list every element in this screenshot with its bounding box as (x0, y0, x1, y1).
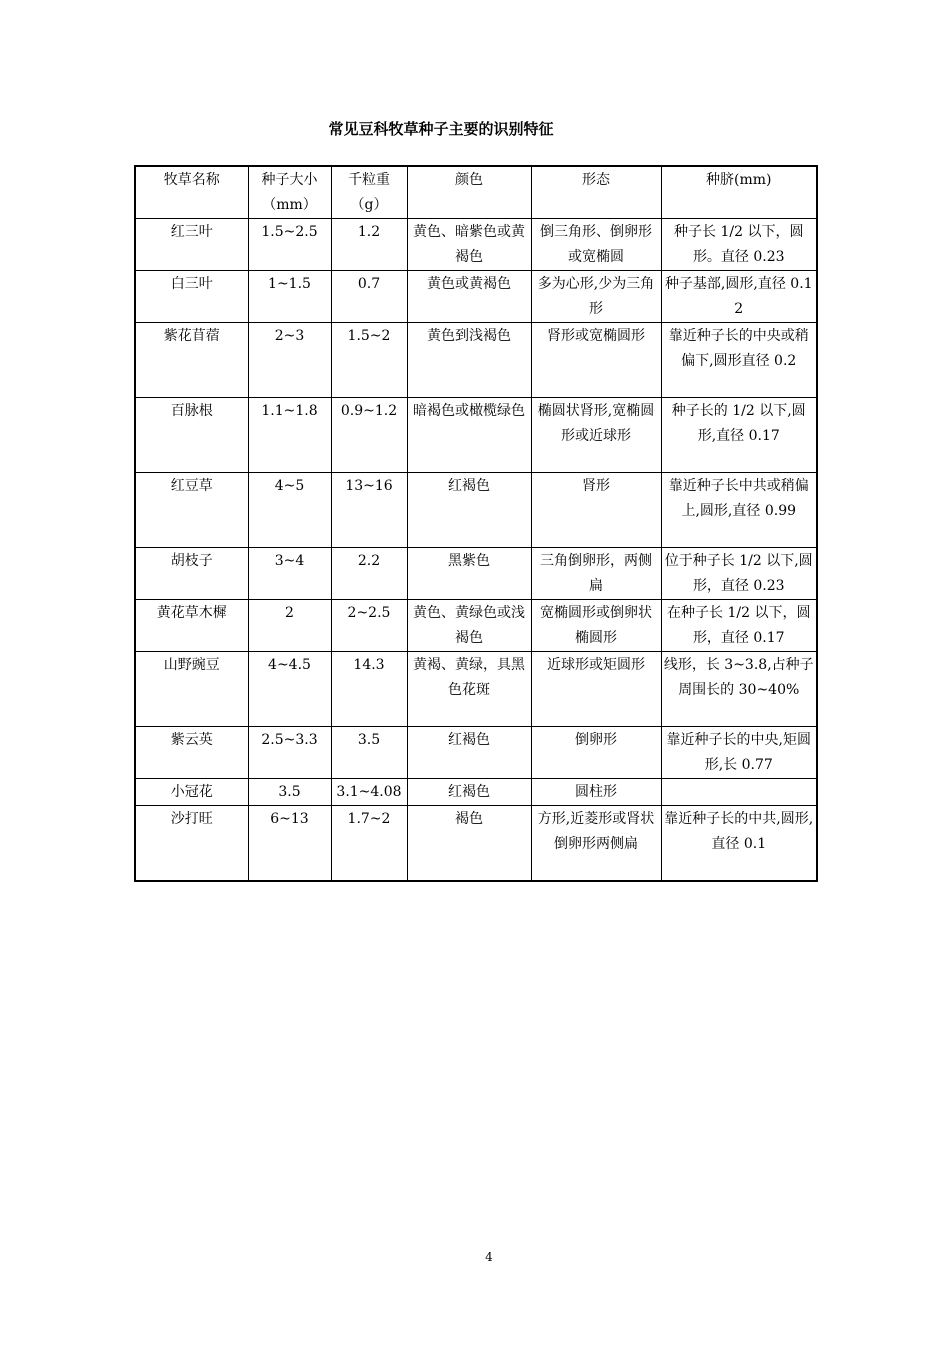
cell-color: 红褐色 (407, 727, 531, 779)
table-row (135, 398, 817, 473)
table-row (135, 271, 817, 323)
cell-name: 紫花苜蓿 (135, 323, 248, 398)
cell-hilum: 靠近种子长的中央,矩圆形,长 0.77 (661, 727, 817, 779)
cell-seed-size: 1.5~2.5 (248, 219, 331, 271)
cell-hilum: 种子长的 1/2 以下,圆形,直径 0.17 (661, 398, 817, 473)
cell-shape: 宽椭圆形或倒卵状椭圆形 (531, 600, 661, 652)
table-header-row (135, 166, 817, 219)
cell-weight: 3.1~4.08 (331, 779, 407, 806)
table-row (135, 219, 817, 271)
cell-color: 黑紫色 (407, 548, 531, 600)
cell-name: 胡枝子 (135, 548, 248, 600)
cell-seed-size: 2 (248, 600, 331, 652)
header-color: 颜色 (407, 166, 531, 219)
table-row (135, 473, 817, 548)
cell-name: 红三叶 (135, 219, 248, 271)
cell-shape: 椭圆状肾形,宽椭圆形或近球形 (531, 398, 661, 473)
cell-name: 紫云英 (135, 727, 248, 779)
cell-name: 红豆草 (135, 473, 248, 548)
cell-color: 红褐色 (407, 779, 531, 806)
table-row (135, 806, 817, 881)
cell-weight: 1.2 (331, 219, 407, 271)
cell-color: 褐色 (407, 806, 531, 881)
table-row (135, 600, 817, 652)
cell-weight: 14.3 (331, 652, 407, 727)
cell-shape: 方形,近菱形或肾状倒卵形两侧扁 (531, 806, 661, 881)
cell-hilum: 在种子长 1/2 以下，圆形，直径 0.17 (661, 600, 817, 652)
cell-shape: 肾形或宽椭圆形 (531, 323, 661, 398)
cell-color: 黄色、暗紫色或黄褐色 (407, 219, 531, 271)
cell-name: 沙打旺 (135, 806, 248, 881)
cell-seed-size: 4~5 (248, 473, 331, 548)
cell-shape: 倒三角形、倒卵形或宽椭圆 (531, 219, 661, 271)
header-seed-size: 种子大小（mm） (248, 166, 331, 219)
cell-hilum: 位于种子长 1/2 以下,圆形，直径 0.23 (661, 548, 817, 600)
cell-seed-size: 6~13 (248, 806, 331, 881)
table-row (135, 652, 817, 727)
header-shape: 形态 (531, 166, 661, 219)
header-name: 牧草名称 (135, 166, 248, 219)
cell-shape: 三角倒卵形，两侧扁 (531, 548, 661, 600)
cell-color: 黄色、黄绿色或浅褐色 (407, 600, 531, 652)
table-row (135, 548, 817, 600)
cell-shape: 倒卵形 (531, 727, 661, 779)
page-number: 4 (485, 1250, 493, 1264)
cell-color: 黄色或黄褐色 (407, 271, 531, 323)
cell-shape: 多为心形,少为三角形 (531, 271, 661, 323)
cell-seed-size: 2.5~3.3 (248, 727, 331, 779)
cell-name: 白三叶 (135, 271, 248, 323)
cell-seed-size: 1.1~1.8 (248, 398, 331, 473)
cell-seed-size: 3.5 (248, 779, 331, 806)
cell-seed-size: 2~3 (248, 323, 331, 398)
cell-weight: 0.7 (331, 271, 407, 323)
cell-weight: 2~2.5 (331, 600, 407, 652)
table-row (135, 779, 817, 806)
cell-color: 暗褐色或橄榄绿色 (407, 398, 531, 473)
cell-name: 山野豌豆 (135, 652, 248, 727)
cell-hilum: 种子基部,圆形,直径 0.12 (661, 271, 817, 323)
cell-name: 黄花草木樨 (135, 600, 248, 652)
cell-seed-size: 3~4 (248, 548, 331, 600)
table-row (135, 323, 817, 398)
cell-shape: 肾形 (531, 473, 661, 548)
header-thousand-seed-weight: 千粒重（g） (331, 166, 407, 219)
cell-shape: 近球形或矩圆形 (531, 652, 661, 727)
cell-color: 黄褐、黄绿，具黑色花斑 (407, 652, 531, 727)
cell-weight: 1.7~2 (331, 806, 407, 881)
cell-weight: 0.9~1.2 (331, 398, 407, 473)
cell-color: 红褐色 (407, 473, 531, 548)
cell-seed-size: 1~1.5 (248, 271, 331, 323)
cell-hilum: 线形，长 3~3.8,占种子周围长的 30~40% (661, 652, 817, 727)
cell-weight: 2.2 (331, 548, 407, 600)
cell-seed-size: 4~4.5 (248, 652, 331, 727)
cell-weight: 13~16 (331, 473, 407, 548)
header-hilum: 种脐(mm) (661, 166, 817, 219)
cell-hilum (661, 779, 817, 806)
cell-color: 黄色到浅褐色 (407, 323, 531, 398)
cell-shape: 圆柱形 (531, 779, 661, 806)
cell-name: 小冠花 (135, 779, 248, 806)
cell-name: 百脉根 (135, 398, 248, 473)
cell-hilum: 种子长 1/2 以下，圆形。直径 0.23 (661, 219, 817, 271)
cell-hilum: 靠近种子长的中央或稍偏下,圆形直径 0.2 (661, 323, 817, 398)
cell-hilum: 靠近种子长中共或稍偏上,圆形,直径 0.99 (661, 473, 817, 548)
cell-weight: 1.5~2 (331, 323, 407, 398)
seed-characteristics-table (134, 165, 818, 882)
cell-hilum: 靠近种子长的中共,圆形,直径 0.1 (661, 806, 817, 881)
cell-weight: 3.5 (331, 727, 407, 779)
page-title: 常见豆科牧草种子主要的识别特征 (328, 120, 554, 138)
table-row (135, 727, 817, 779)
